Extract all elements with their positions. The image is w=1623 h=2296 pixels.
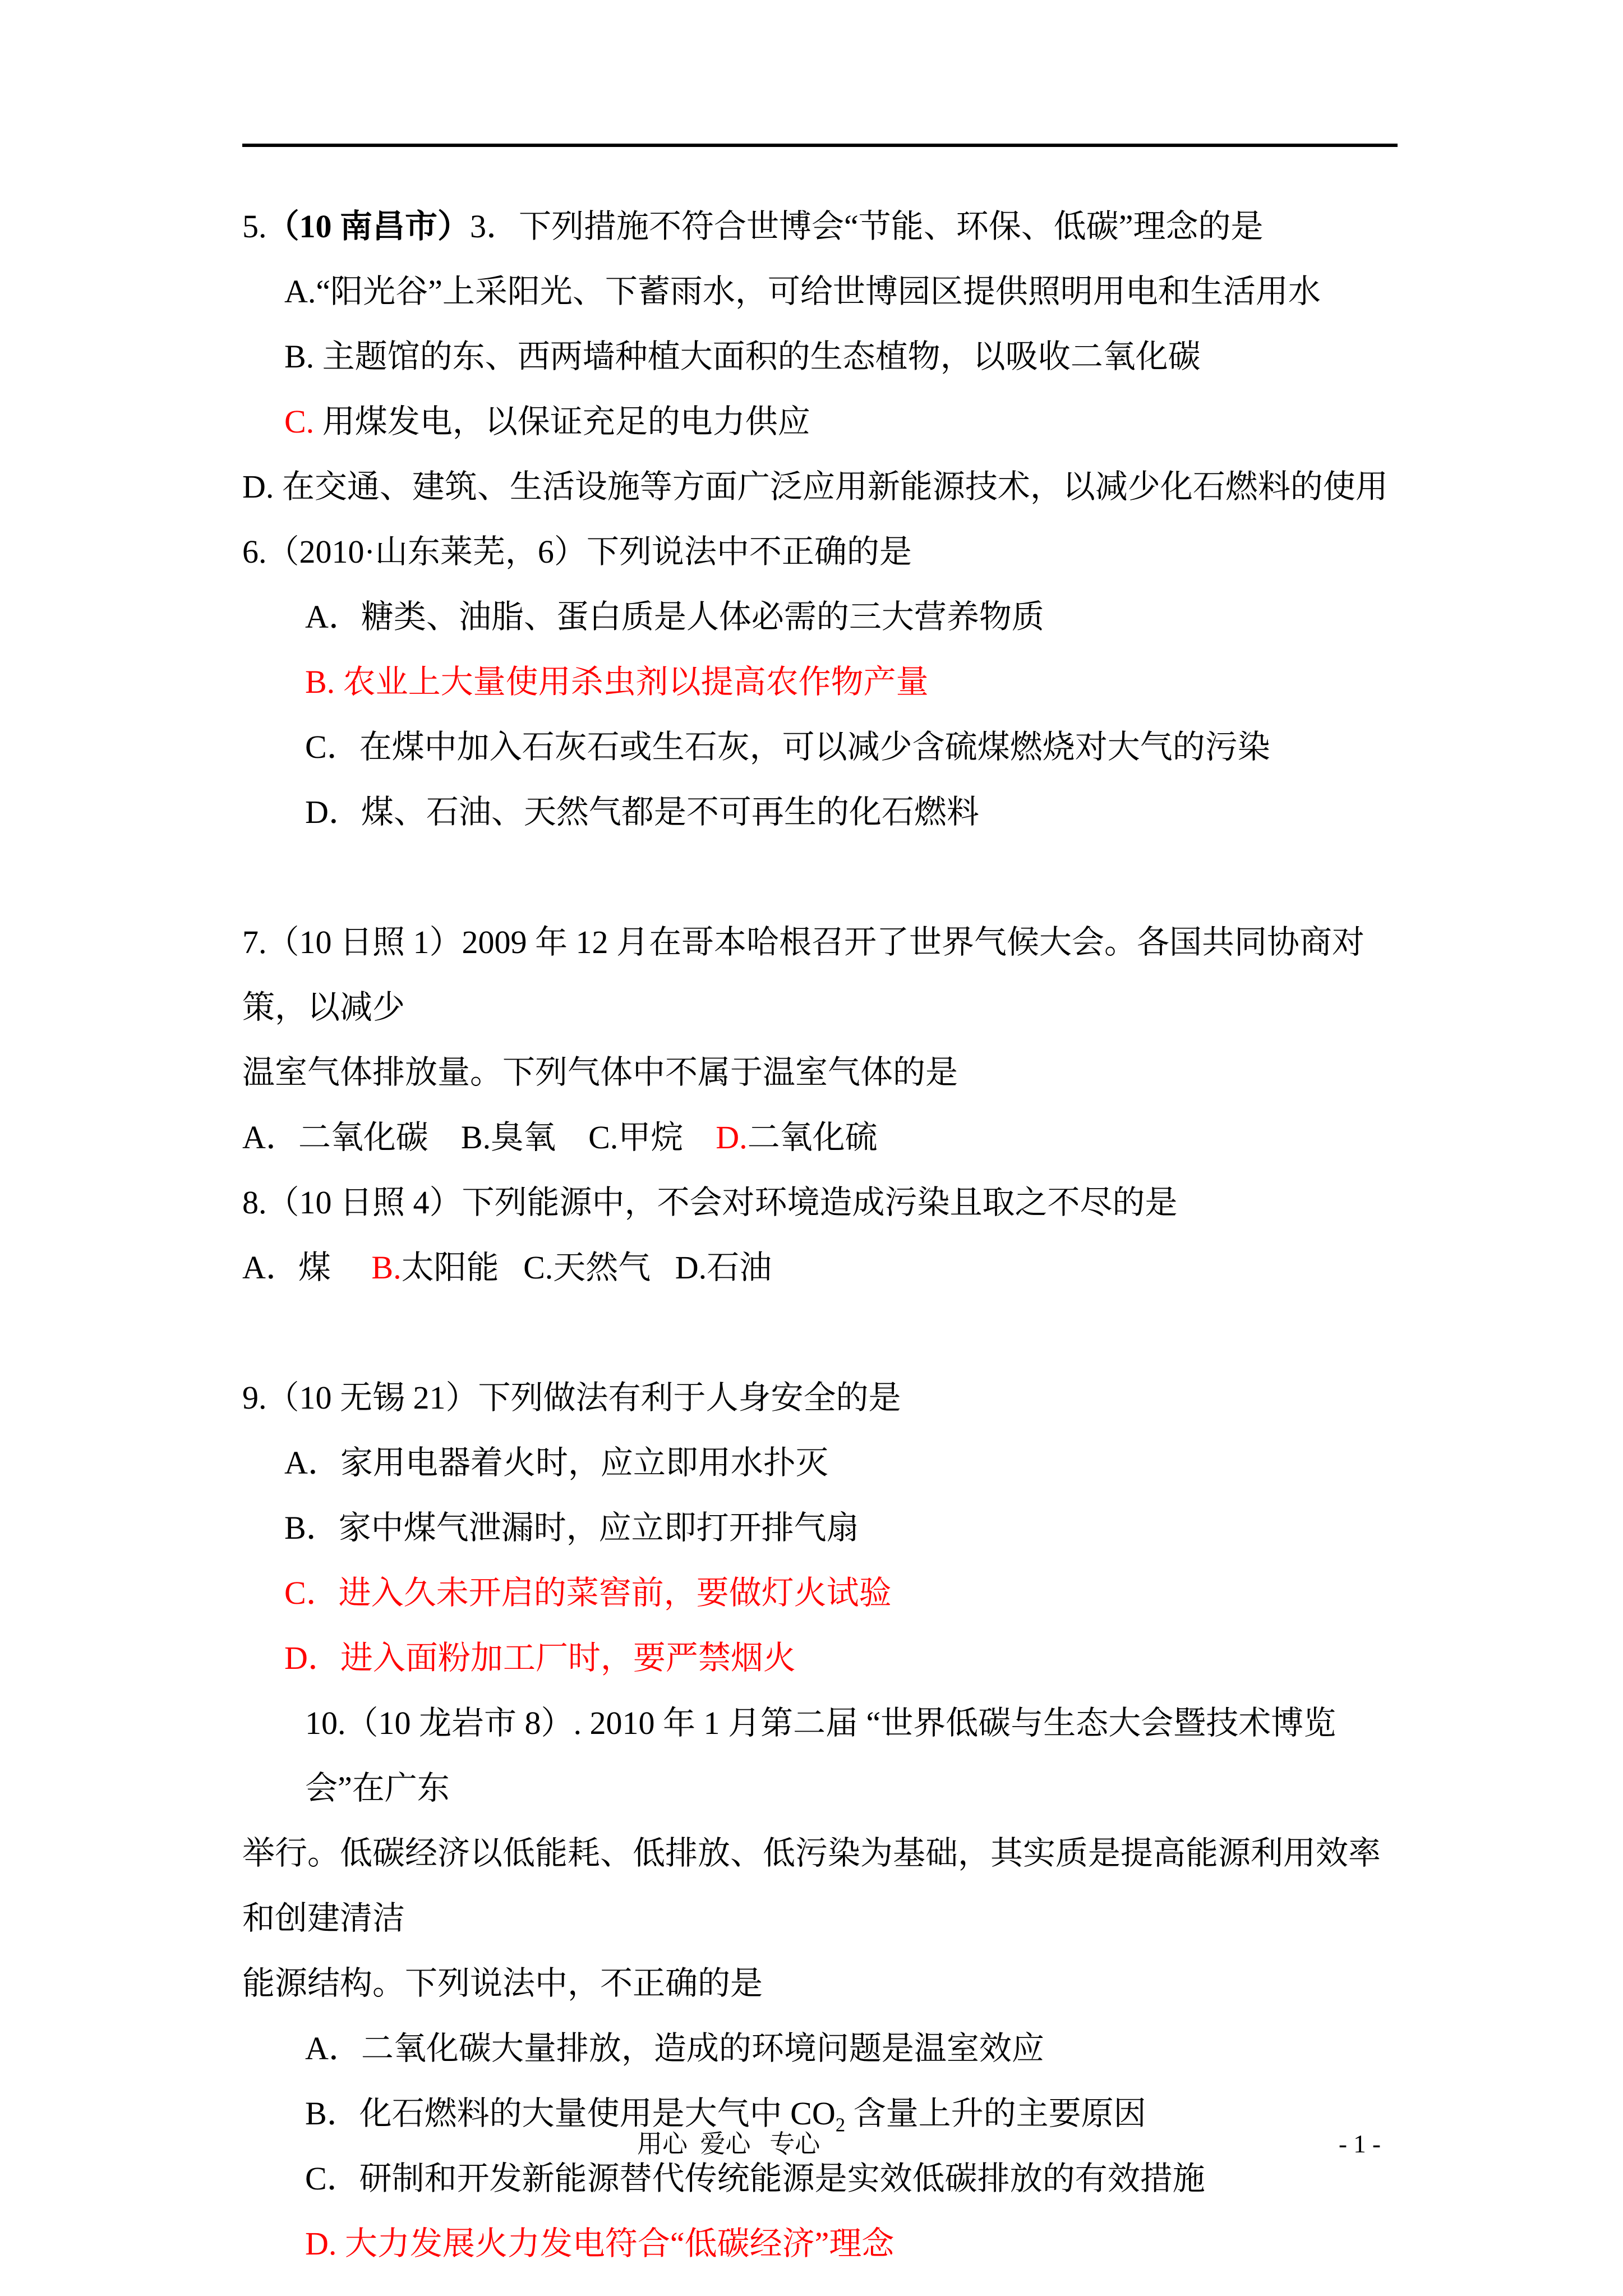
text-segment: 6.（2010·山东莱芜，6）下列说法中不正确的是: [242, 533, 912, 570]
text-segment: B.: [371, 1249, 402, 1286]
text-segment: 二氧化硫: [747, 1119, 878, 1156]
text-segment: 8.（10 日照 4）下列能源中，不会对环境造成污染且取之不尽的是: [242, 1184, 1178, 1221]
header-rule: [242, 144, 1398, 147]
option-line: [242, 259, 1399, 324]
text-segment: 举行。低碳经济以低能耗、低排放、低污染为基础，其实质是提高能源利用效率和创建清洁: [242, 1835, 1381, 1936]
text-segment: D. 在交通、建筑、生活设施等方面广泛应用新能源技术，以减少化石燃料的使用: [242, 468, 1388, 505]
text-segment: 2: [835, 2114, 846, 2136]
text-segment: B．家中煤气泄漏时，应立即打开排气扇: [284, 1510, 859, 1546]
text-segment: B. 农业上大量使用杀虫剂以提高农作物产量: [305, 664, 929, 700]
continuation-line: [242, 1040, 1399, 1105]
option-line: [242, 389, 1399, 454]
text-segment: 10.（10 龙岩市 8）. 2010 年 1 月第二届 “世界低碳与生态大会暨技术博览会”在广东: [305, 1705, 1336, 1806]
question-line: [242, 1170, 1399, 1235]
text-segment: A．家用电器着火时，应立即用水扑灭: [284, 1444, 828, 1481]
text-segment: A．二氧化碳大量排放，造成的环境问题是温室效应: [305, 2030, 1044, 2067]
option-line: [242, 2211, 1399, 2276]
question-line: [242, 910, 1399, 1040]
question-line: [242, 519, 1399, 585]
text-segment: B．化石燃料的大量使用是大气中 CO: [305, 2095, 836, 2132]
option-line: [242, 780, 1399, 845]
text-segment: C．在煤中加入石灰石或生石灰，可以减少含硫煤燃烧对大气的污染: [305, 729, 1270, 765]
document-body: [242, 194, 1399, 2276]
option-line: [242, 585, 1399, 650]
blank-line: [242, 1300, 1399, 1365]
blank-line: [242, 845, 1399, 910]
text-segment: 能源结构。下列说法中，不正确的是: [242, 1965, 763, 2001]
text-segment: B. 主题馆的东、西两墙种植大面积的生态植物，以吸收二氧化碳: [284, 338, 1201, 375]
page-footer: [242, 2122, 1399, 2166]
question-line: [242, 194, 1399, 259]
text-segment: D. 大力发展火力发电符合“低碳经济”理念: [305, 2225, 895, 2262]
option-line: [242, 1430, 1399, 1496]
text-segment: 3．下列措施不符合世博会“节能、环保、低碳”理念的是: [470, 208, 1264, 245]
footer-motto: 用心 爱心 专心: [637, 2130, 820, 2158]
text-segment: 太阳能 C.天然气 D.石油: [401, 1249, 772, 1286]
option-line: [242, 324, 1399, 389]
option-line: [242, 454, 1399, 519]
text-segment: C．研制和开发新能源替代传统能源是实效低碳排放的有效措施: [305, 2160, 1205, 2197]
text-segment: 5.: [242, 208, 267, 245]
text-segment: C．进入久未开启的菜窖前，要做灯火试验: [284, 1575, 892, 1611]
text-segment: A．糖类、油脂、蛋白质是人体必需的三大营养物质: [305, 599, 1044, 635]
option-line: [242, 1626, 1399, 1691]
continuation-line: [242, 1951, 1399, 2016]
option-line: [242, 1561, 1399, 1626]
text-segment: D．进入面粉加工厂时，要严禁烟火: [284, 1640, 796, 1676]
text-segment: A．二氧化碳 B.臭氧 C.甲烷: [242, 1119, 716, 1156]
text-segment: A.“阳光谷”上采阳光、下蓄雨水，可给世博园区提供照明用电和生活用水: [284, 273, 1321, 310]
text-segment: 7.（10 日照 1）2009 年 12 月在哥本哈根召开了世界气候大会。各国共同协商对策，以减少: [242, 924, 1365, 1025]
option-line: [242, 650, 1399, 715]
page-number: - 1 -: [1339, 2130, 1381, 2158]
text-segment: A．煤: [242, 1249, 372, 1286]
text-segment: 9.（10 无锡 21）下列做法有利于人身安全的是: [242, 1379, 901, 1416]
text-segment: 含量上升的主要原因: [845, 2095, 1146, 2132]
text-segment: （10 南昌市）: [266, 208, 471, 245]
option-line: [242, 1235, 1399, 1300]
option-line: [242, 2016, 1399, 2081]
text-segment: 温室气体排放量。下列气体中不属于温室气体的是: [242, 1054, 958, 1091]
continuation-line: [242, 1821, 1399, 1951]
text-segment: D．煤、石油、天然气都是不可再生的化石燃料: [305, 794, 979, 830]
text-segment: C.: [284, 403, 315, 440]
option-line: [242, 1105, 1399, 1170]
text-segment: 用煤发电，以保证充足的电力供应: [314, 403, 810, 440]
question-line: [242, 1365, 1399, 1430]
text-segment: D.: [716, 1119, 748, 1156]
option-line: [242, 1496, 1399, 1561]
option-line: [242, 715, 1399, 780]
question-line: [242, 1691, 1399, 1821]
